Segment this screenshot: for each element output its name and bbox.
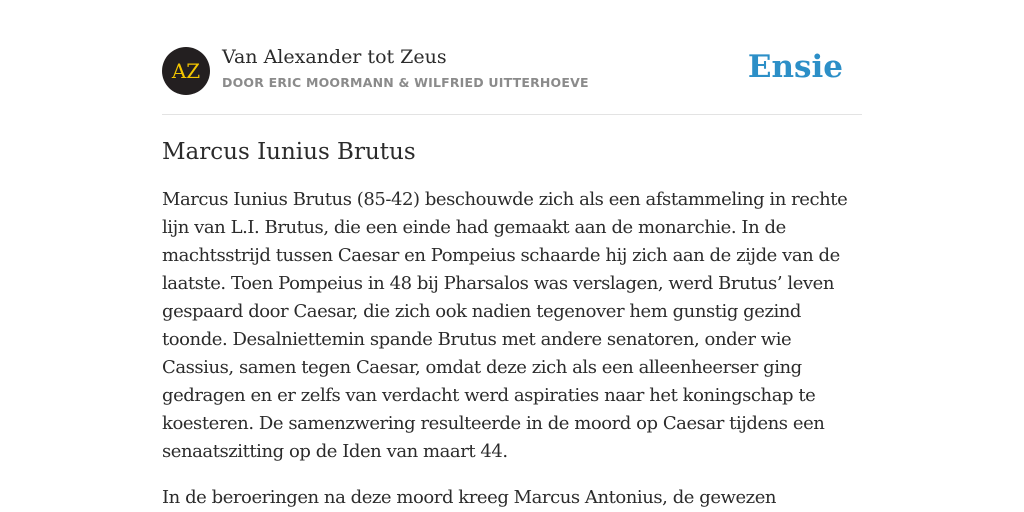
- header: [162, 44, 862, 115]
- ensie-logo[interactable]: Ensie: [747, 49, 843, 85]
- article-paragraph: In de beroeringen na deze moord kreeg Marcus Antonius, de gewezen: [162, 487, 777, 508]
- author-avatar[interactable]: AZ: [162, 47, 210, 95]
- book-authors: DOOR ERIC MOORMANN & WILFRIED UITTERHOEVE: [222, 75, 589, 90]
- article-title: Marcus Iunius Brutus: [162, 139, 416, 165]
- article: [162, 136, 867, 512]
- book-title[interactable]: Van Alexander tot Zeus: [222, 46, 447, 68]
- article-paragraph: Marcus Iunius Brutus (85-42) beschouwde zich als een afstammeling in rechte lijn van L.I. Brutus, die een einde had gemaakt aan de monarchie. In de machtsstrijd tussen Caesar en Pompeius schaarde hij zich aan de zijde van de laatste. Toen Pompeius in 48 bij Pharsalos was verslagen, werd Brutus’ leven gespaard door Caesar, die zich ook nadien tegenover hem gunstig gezind toonde. Desalniettemin spande Brutus met andere senatoren, onder wie Cassius, samen tegen Caesar, omdat deze zich als een alleenheerser ging gedragen en er zelfs van verdacht werd aspiraties naar het koningschap te koesteren. De samenzwering resulteerde in de moord op Caesar tijdens een senaatszitting op de Iden van maart 44.: [162, 189, 848, 462]
